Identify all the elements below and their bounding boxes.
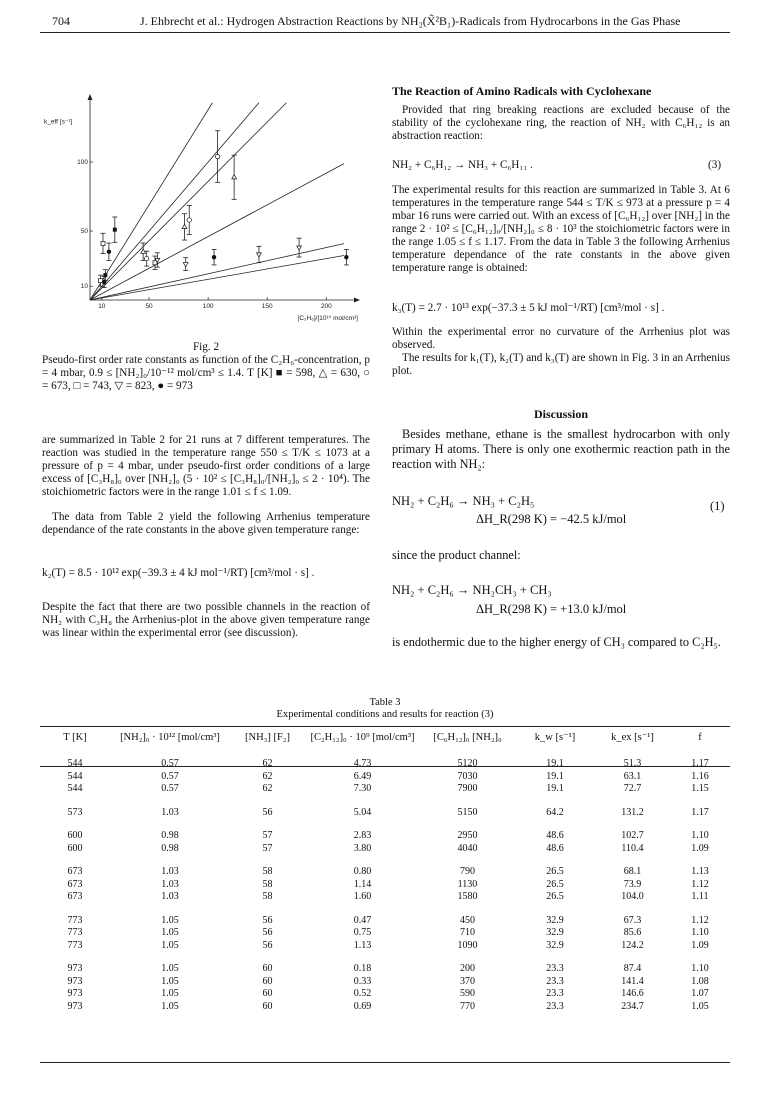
table-cell: 544 xyxy=(67,783,83,794)
running-header xyxy=(40,10,730,32)
table-cell: 5150 xyxy=(457,806,478,818)
table-row xyxy=(40,952,730,976)
table-cell: 1130 xyxy=(457,878,478,890)
table-title: Table 3 xyxy=(369,697,401,708)
x-axis-label: [C₂H₆]/[10¹⁰ mol/cm³] xyxy=(297,315,358,322)
table-cell: 1.09 xyxy=(691,939,709,951)
table-caption: Experimental conditions and results for reaction (3) xyxy=(276,709,494,720)
table-header-cell: [NH₂]₀ · 10¹² [mol/cm³] xyxy=(120,732,220,743)
fit-line xyxy=(90,103,259,300)
table-cell: 6.49 xyxy=(353,770,372,782)
table-row xyxy=(40,843,730,856)
table-cell: 68.1 xyxy=(623,866,642,877)
table-cell: 7900 xyxy=(457,783,478,794)
table-cell: 0.98 xyxy=(161,842,179,854)
y-tick-label: 10 xyxy=(80,283,88,291)
table-cell: 710 xyxy=(460,927,475,938)
table-header-cell: [C₆H₁₂]₀ [NH₂]₀ xyxy=(433,732,502,743)
table-cell: 590 xyxy=(460,988,475,999)
data-point xyxy=(187,218,191,222)
data-point xyxy=(102,280,106,284)
table-bottom-rule xyxy=(40,1062,730,1063)
table-cell: 973 xyxy=(67,988,83,999)
table-cell: 60 xyxy=(262,963,273,974)
table-row xyxy=(40,855,730,879)
table-cell: 1.12 xyxy=(691,914,709,926)
table-cell: 1.09 xyxy=(691,842,709,854)
table-cell: 973 xyxy=(67,963,83,974)
table-cell: 600 xyxy=(67,830,83,841)
right-paragraph-4: The results for k₁(T), k₂(T) and k₃(T) are shown in Fig. 3 in an Arrhenius plot. xyxy=(392,352,730,377)
table-cell: 3.80 xyxy=(353,842,372,854)
table-row xyxy=(40,988,730,1001)
table-cell: 0.57 xyxy=(161,783,179,794)
table-cell: 58 xyxy=(262,891,273,902)
table-header-cell: k_w [s⁻¹] xyxy=(534,732,576,743)
table-cell: 544 xyxy=(67,770,83,782)
figure-caption xyxy=(42,341,370,393)
table-cell: 450 xyxy=(460,914,475,926)
table-cell: 1.10 xyxy=(691,927,709,938)
table-cell: 32.9 xyxy=(546,927,564,938)
table-cell: 67.3 xyxy=(623,914,642,926)
right-paragraph-3: Within the experimental error no curvature of the Arrhenius plot was observed. xyxy=(392,326,730,351)
table-cell: 1.05 xyxy=(161,939,179,951)
left-paragraph-2: The data from Table 2 yield the following Arrhenius temperature dependance of the rate constants in the above given temperature range: xyxy=(42,511,370,536)
table-cell: 1.05 xyxy=(161,988,179,999)
figure-2 xyxy=(42,90,362,340)
table-cell: 56 xyxy=(262,806,273,818)
figure-caption-text: Pseudo-first order rate constants as function of the C₂H₆-concentration, p = 4 mbar, 0.9 ≤ [NH₂]₀/10⁻¹² mol/cm³ ≤ 1.4. T [K] ■ = 598, △ = 630, ○ = 673, □ = 743, ▽ = 823, ● = 973 xyxy=(42,354,370,392)
table-row xyxy=(40,891,730,904)
table-cell: 60 xyxy=(262,1000,273,1012)
table-cell: 60 xyxy=(262,988,273,999)
y-axis-arrow xyxy=(88,94,93,100)
discussion-heading: Discussion xyxy=(533,407,589,421)
table-cell: 60 xyxy=(262,975,273,987)
data-point xyxy=(113,228,117,232)
table-cell: 370 xyxy=(460,975,475,987)
table-cell: 26.5 xyxy=(546,891,564,902)
right-paragraph-7: is endothermic due to the higher energy of CH₃ compared to C₂H₅. xyxy=(392,635,721,649)
y-tick-label: 50 xyxy=(80,228,88,236)
table-cell: 1.05 xyxy=(161,963,179,974)
equation-1-number: (1) xyxy=(710,499,725,513)
table-cell: 0.80 xyxy=(353,866,372,877)
table-cell: 87.4 xyxy=(623,963,642,974)
table-cell: 673 xyxy=(67,866,83,877)
running-title: J. Ehbrecht et al.: Hydrogen Abstraction Reactions by NH₂(X̃²B₁)-Radicals from Hydrocarbons in the Gas Phase xyxy=(140,14,681,28)
table-cell: 1.14 xyxy=(353,878,372,890)
table-cell: 1090 xyxy=(457,939,478,951)
table-cell: 102.7 xyxy=(621,830,644,841)
table-cell: 51.3 xyxy=(623,758,642,769)
table-cell: 790 xyxy=(460,866,475,877)
table-cell: 1.05 xyxy=(691,1000,709,1012)
equation-3-number: (3) xyxy=(708,159,722,171)
left-paragraph-1: are summarized in Table 2 for 21 runs at 7 different temperatures. The reaction was studied in the temperature range 550 ≤ T/K ≤ 1073 at a pressure of p = 4 mbar, under pseudo-first order conditions of a large excess of [C₃H₈]₀ over [NH₂]₀ (5 · 10² ≤ [C₃H₈]₀/[NH₂]₀ ≤ 2 · 10⁴). The stoichiometric factors were in the range 1.01 ≤ f ≤ 1.09. xyxy=(42,434,370,498)
data-point xyxy=(257,253,262,257)
section-heading-cyclohexane: The Reaction of Amino Radicals with Cyclohexane xyxy=(392,84,652,98)
data-point xyxy=(344,255,348,259)
table-cell: 0.33 xyxy=(353,975,372,987)
table-cell: 573 xyxy=(67,806,83,818)
equation-k3: k₃(T) = 2.7 · 10¹³ exp(−37.3 ± 5 kJ mol⁻¹/RT) [cm³/mol · s] . xyxy=(392,302,665,314)
table-cell: 544 xyxy=(67,758,83,769)
data-table xyxy=(40,730,730,1013)
table-cell: 773 xyxy=(67,939,83,951)
data-point xyxy=(182,224,187,228)
table-row xyxy=(40,746,730,771)
table-cell: 23.3 xyxy=(546,988,564,999)
table-cell: 85.6 xyxy=(623,927,642,938)
table-cell: 1.10 xyxy=(691,830,709,841)
table-cell: 234.7 xyxy=(621,1000,644,1012)
table-cell: 200 xyxy=(460,963,475,974)
table-row xyxy=(40,879,730,892)
table-row xyxy=(40,1001,730,1014)
table-cell: 26.5 xyxy=(546,878,564,890)
y-axis-label: k_eff [s⁻¹] xyxy=(44,118,73,126)
table-cell: 600 xyxy=(67,842,83,854)
table-header-cell: [C₂H₁₂]₀ · 10⁹ [mol/cm³] xyxy=(310,732,415,743)
table-row xyxy=(40,904,730,928)
equation-3: NH₂ + C₆H₁₂ → NH₃ + C₆H₁₁ . xyxy=(392,159,533,171)
rate-constant-plot xyxy=(42,90,362,340)
table-cell: 58 xyxy=(262,866,273,877)
table-cell: 7030 xyxy=(457,770,478,782)
table-row xyxy=(40,819,730,843)
x-tick-label: 150 xyxy=(261,303,273,310)
page-number: 704 xyxy=(52,14,70,28)
table-cell: 58 xyxy=(262,878,273,890)
table-cell: 2950 xyxy=(457,830,478,841)
data-point xyxy=(101,241,105,245)
table-cell: 0.69 xyxy=(353,1000,372,1012)
data-point xyxy=(297,246,302,250)
table-cell: 104.0 xyxy=(621,891,644,902)
table-cell: 1.17 xyxy=(691,758,709,769)
table-cell: 2.83 xyxy=(353,830,372,841)
table-cell: 57 xyxy=(262,842,273,854)
equation-1-enthalpy: ΔH_R(298 K) = −42.5 kJ/mol xyxy=(476,512,627,526)
table-cell: 5.04 xyxy=(353,806,372,818)
equation-1b: NH₂ + C₂H₆ → NH₂CH₃ + CH₃ xyxy=(392,583,552,597)
table-header-cell: T [K] xyxy=(63,732,87,743)
right-paragraph-1: Provided that ring breaking reactions are excluded because of the stability of the cyclohexane ring, the reaction of NH₂ with C₆H₁₂ is an abstraction reaction: xyxy=(392,104,730,142)
table-cell: 62 xyxy=(262,758,273,769)
table-cell: 72.7 xyxy=(623,783,642,794)
data-point xyxy=(212,255,216,259)
table-cell: 48.6 xyxy=(546,830,564,841)
table-cell: 0.52 xyxy=(353,988,372,999)
table-cell: 1.03 xyxy=(161,866,179,877)
table-cell: 56 xyxy=(262,927,273,938)
table-cell: 110.4 xyxy=(621,842,644,854)
table-header-row xyxy=(40,730,730,746)
table-cell: 1.11 xyxy=(691,891,709,902)
x-tick-label: 10 xyxy=(98,303,106,310)
equation-1b-enthalpy: ΔH_R(298 K) = +13.0 kJ/mol xyxy=(476,602,627,616)
table-cell: 63.1 xyxy=(623,770,642,782)
table-cell: 19.1 xyxy=(546,783,564,794)
table-row xyxy=(40,940,730,953)
table-cell: 1.05 xyxy=(161,914,179,926)
fit-line xyxy=(90,103,212,300)
x-tick-label: 50 xyxy=(145,303,153,310)
table-cell: 773 xyxy=(67,914,83,926)
data-point xyxy=(145,256,149,260)
table-cell: 1.16 xyxy=(691,770,709,782)
table-row xyxy=(40,771,730,784)
table-cell: 0.18 xyxy=(353,963,372,974)
table-cell: 23.3 xyxy=(546,1000,564,1012)
x-axis-arrow xyxy=(354,298,360,303)
table-cell: 0.57 xyxy=(161,770,179,782)
table-header-cell: k_ex [s⁻¹] xyxy=(611,732,654,743)
table-cell: 23.3 xyxy=(546,963,564,974)
table-cell: 770 xyxy=(460,1000,475,1012)
table-cell: 26.5 xyxy=(546,866,564,877)
table-cell: 973 xyxy=(67,1000,83,1012)
equation-1: NH₂ + C₂H₆ → NH₃ + C₂H₅ xyxy=(392,494,535,508)
table-cell: 131.2 xyxy=(621,806,644,818)
table-cell: 0.98 xyxy=(161,830,179,841)
right-paragraph-5: Besides methane, ethane is the smallest hydrocarbon with only primary H atoms. There is only one exothermic reaction path in the reaction with NH₂: xyxy=(392,427,730,471)
table-cell: 1.13 xyxy=(353,939,372,951)
table-top-rule xyxy=(40,726,730,727)
y-tick-label: 100 xyxy=(77,159,88,167)
x-tick-label: 100 xyxy=(202,303,214,310)
data-point xyxy=(232,175,237,179)
table-cell: 7.30 xyxy=(353,783,372,794)
table-header-cell: f xyxy=(698,732,702,743)
table-cell: 1.17 xyxy=(691,806,709,818)
data-point xyxy=(215,154,219,158)
table-cell: 23.3 xyxy=(546,975,564,987)
table-cell: 1.08 xyxy=(691,975,709,987)
x-tick-label: 200 xyxy=(320,303,332,310)
table-cell: 56 xyxy=(262,914,273,926)
table-cell: 62 xyxy=(262,783,273,794)
table-cell: 146.6 xyxy=(621,988,644,999)
table-cell: 32.9 xyxy=(546,914,564,926)
table-cell: 0.75 xyxy=(353,927,372,938)
header-rule xyxy=(40,32,730,33)
table-cell: 1.12 xyxy=(691,878,709,890)
data-point xyxy=(107,250,111,254)
data-point xyxy=(183,263,188,267)
table-row xyxy=(40,927,730,940)
table-cell: 19.1 xyxy=(546,758,564,769)
right-paragraph-2: The experimental results for this reaction are summarized in Table 3. At 6 temperatures in the temperature range 544 ≤ T/K ≤ 973 at a pressure p = 4 mbar 16 runs were carried out. With an excess of [C₆H₁₂] over [NH₂] in the range 2 · 10² ≤ [C₆H₁₂]₀/[NH₂]₀ ≤ 8 · 10³ the stoichiometric factors were in the range 1.05 ≤ f ≤ 1.17. From the data in Table 3 the following Arrhenius temperature dependance of the rate constants in the above given temperature range is obtained: xyxy=(392,184,730,274)
table-cell: 1.60 xyxy=(353,891,372,902)
table-cell: 1.13 xyxy=(691,866,709,877)
table-cell: 19.1 xyxy=(546,770,564,782)
table-cell: 0.47 xyxy=(353,914,372,926)
table-row xyxy=(40,796,730,820)
fit-line xyxy=(90,244,344,300)
table-cell: 1.03 xyxy=(161,891,179,902)
table-cell: 48.6 xyxy=(546,842,564,854)
table-cell: 5120 xyxy=(457,758,478,769)
table-cell: 32.9 xyxy=(546,939,564,951)
table-cell: 57 xyxy=(262,830,273,841)
table-cell: 4.73 xyxy=(353,758,372,769)
fit-line xyxy=(90,164,344,300)
table-cell: 1580 xyxy=(457,891,478,902)
table-row xyxy=(40,976,730,989)
table-cell: 1.07 xyxy=(691,988,709,999)
table-header-cell: [NH₃] [F₂] xyxy=(245,732,290,743)
table-body xyxy=(40,746,730,1013)
table-cell: 1.05 xyxy=(161,975,179,987)
table-cell: 4040 xyxy=(457,842,478,854)
table-cell: 673 xyxy=(67,878,83,890)
table-cell: 773 xyxy=(67,927,83,938)
table-cell: 673 xyxy=(67,891,83,902)
table-cell: 1.10 xyxy=(691,963,709,974)
table-cell: 1.05 xyxy=(161,927,179,938)
equation-k2: k₂(T) = 8.5 · 10¹² exp(−39.3 ± 4 kJ mol⁻¹/RT) [cm³/mol · s] . xyxy=(42,567,315,579)
table-cell: 56 xyxy=(262,939,273,951)
table-cell: 1.03 xyxy=(161,878,179,890)
right-paragraph-6: since the product channel: xyxy=(392,548,521,562)
table-cell: 62 xyxy=(262,770,273,782)
table-cell: 1.05 xyxy=(161,1000,179,1012)
table-cell: 973 xyxy=(67,975,83,987)
left-paragraph-3: Despite the fact that there are two possible channels in the reaction of NH₂ with C₃H₈ the Arrhenius-plot in the above given temperature range was linear within the experimental error (see discussion). xyxy=(42,601,370,639)
table-cell: 1.03 xyxy=(161,806,179,818)
table-cell: 124.2 xyxy=(621,939,644,951)
table-row xyxy=(40,783,730,796)
table-cell: 0.57 xyxy=(161,758,179,769)
table-cell: 64.2 xyxy=(546,806,564,818)
table-cell: 141.4 xyxy=(621,975,644,987)
table-cell: 73.9 xyxy=(623,878,642,890)
table-cell: 1.15 xyxy=(691,783,709,794)
figure-caption-title: Fig. 2 xyxy=(192,341,220,353)
